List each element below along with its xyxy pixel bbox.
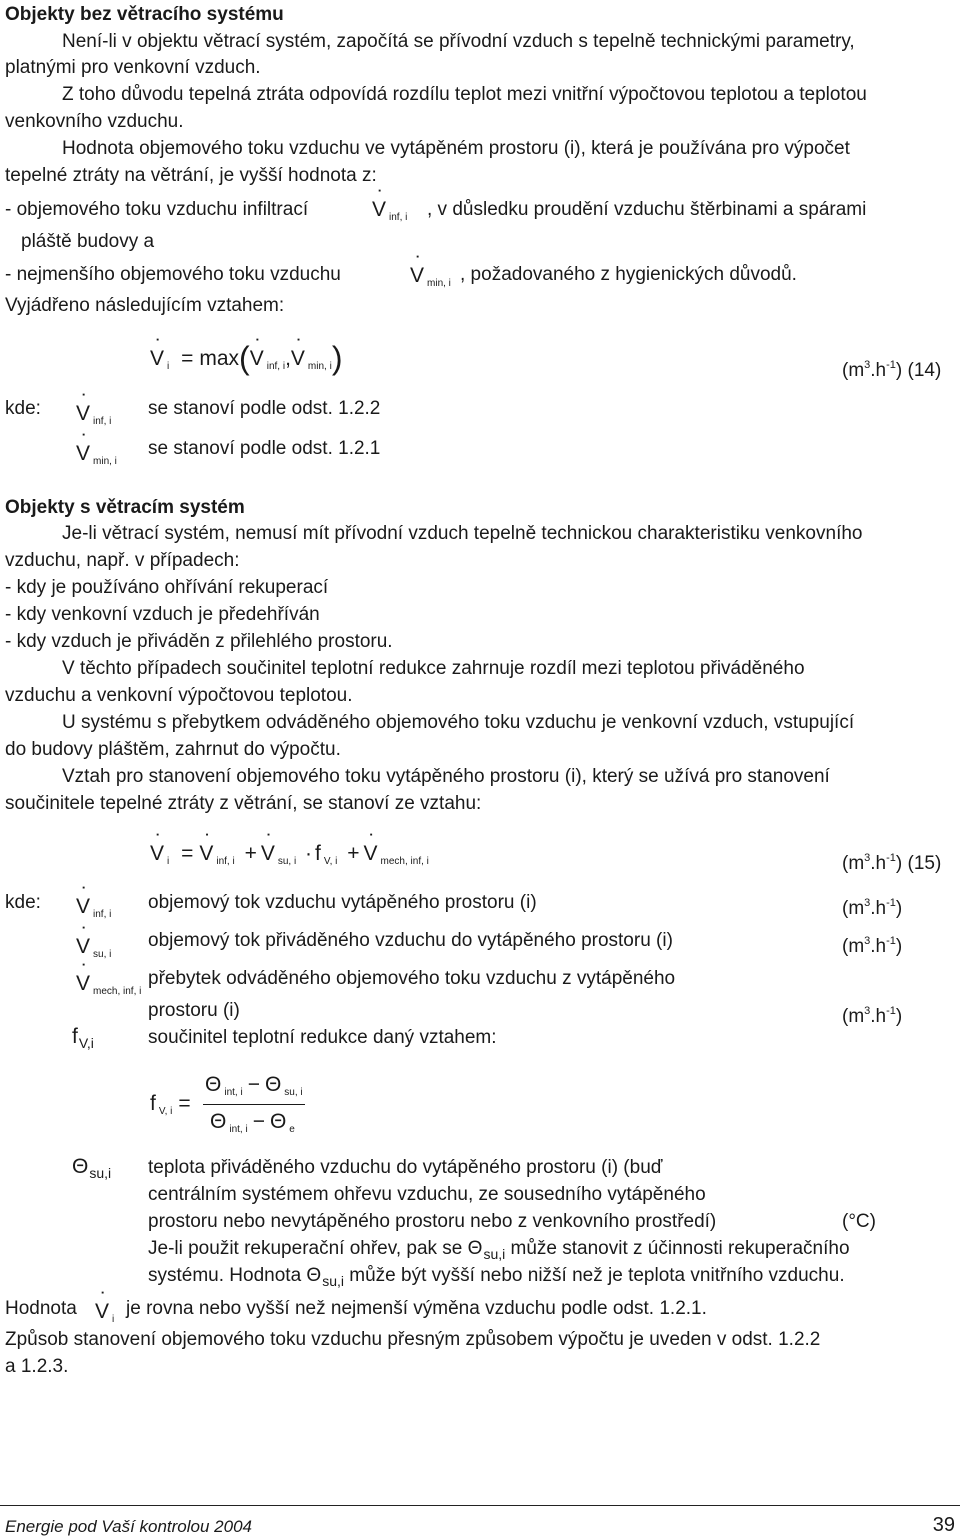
definition-text: systému. Hodnota $\Theta_{su,i}$ může být vyšší nebo nižší než je teplota vnitřního vzduchu.	[148, 1265, 845, 1289]
definition-text: prostoru (i)	[148, 1000, 240, 1021]
paragraph-line: a 1.2.3.	[5, 1356, 69, 1377]
definition-text: centrálním systémem ohřevu vzduchu, ze sousedního vytápěného	[148, 1184, 706, 1205]
equation-14: ˙ V $_i$ = max(˙ V $_{inf, i}$,˙ V $_{min, i}$)	[150, 340, 342, 377]
equation-number-15: $(m^3.h^{-1})$ (15)	[842, 852, 942, 874]
definition-text: se stanoví podle odst. 1.2.1	[148, 438, 381, 459]
fraction-bar	[203, 1104, 305, 1105]
definition-text: objemový tok přiváděného vzduchu do vytápěného prostoru (i)	[148, 930, 673, 951]
paragraph-line: platnými pro venkovní vzduch.	[5, 57, 261, 78]
definition-text: prostoru nebo nevytápěného prostoru nebo z venkovního prostředí)	[148, 1211, 717, 1232]
paragraph-line: Vyjádřeno následujícím vztahem:	[5, 295, 285, 316]
symbol-v-i: ˙ V $_i$	[95, 1300, 114, 1325]
symbol-v-inf: ˙ V $_{inf, i}$	[372, 198, 407, 223]
equation-number-14: $(m^3.h^{-1})$ (14)	[842, 359, 942, 381]
kde-label: kde:	[5, 398, 41, 419]
definition-text: teplota přiváděného vzduchu do vytápěného prostoru (i) (buď	[148, 1157, 663, 1178]
paragraph-line: tepelné ztráty na větrání, je vyšší hodnota z:	[5, 165, 377, 186]
paragraph-line: Vztah pro stanovení objemového toku vytápěného prostoru (i), který se užívá pro stanovení	[62, 766, 830, 787]
symbol-v-inf: ˙ V $_{inf, i}$	[76, 895, 111, 920]
fraction-lhs: f $_{V, i}$ =	[150, 1092, 191, 1117]
list-item: - kdy je používáno ohřívání rekuperací	[5, 577, 329, 598]
definition-text: se stanoví podle odst. 1.2.2	[148, 398, 381, 419]
symbol-v-min: ˙ V $_{min, i}$	[76, 442, 117, 467]
paragraph-line: součinitele tepelné ztráty z větrání, se stanoví ze vztahu:	[5, 793, 482, 814]
definition-text: přebytek odváděného objemového toku vzduchu z vytápěného	[148, 968, 676, 989]
section-title-with-ventilation: Objekty s větracím systém	[5, 497, 245, 518]
footer-divider	[0, 1505, 960, 1506]
section-title-no-ventilation: Objekty bez větracího systému	[5, 4, 284, 25]
bullet-line: , v důsledku proudění vzduchu štěrbinami a spárami	[427, 199, 867, 220]
paragraph-line: Je-li větrací systém, nemusí mít přívodní vzduch tepelně technickou charakteristiku venkovního	[62, 523, 863, 544]
symbol-v-su: ˙ V $_{su, i}$	[76, 935, 111, 960]
paragraph-line: Hodnota objemového toku vzduchu ve vytápěném prostoru (i), která je používána pro výpočet	[62, 138, 850, 159]
paragraph-line: Hodnota	[5, 1298, 77, 1319]
definition-text: součinitel teplotní redukce daný vztahem:	[148, 1027, 497, 1048]
unit-label: $(m^3.h^{-1})$	[842, 897, 903, 919]
symbol-v-min: ˙ V $_{min, i}$	[410, 264, 451, 289]
bullet-line: - objemového toku vzduchu infiltrací	[5, 199, 309, 220]
paragraph-line: Není-li v objektu větrací systém, započítá se přívodní vzduch s tepelně technickými parametry,	[62, 31, 855, 52]
paragraph-line: venkovního vzduchu.	[5, 111, 184, 132]
footer-title: Energie pod Vaší kontrolou 2004	[5, 1517, 252, 1536]
bullet-line: , požadovaného z hygienických důvodů.	[460, 264, 797, 285]
symbol-f-v: $f_{V,i}$	[72, 1025, 94, 1051]
definition-text: Je-li použit rekuperační ohřev, pak se $\Theta_{su,i}$ může stanovit z účinnosti rekuperačního	[148, 1238, 850, 1262]
paragraph-line: do budovy pláštěm, zahrnut do výpočtu.	[5, 739, 341, 760]
unit-label: (°C)	[842, 1211, 876, 1232]
paragraph-line: V těchto případech součinitel teplotní redukce zahrnuje rozdíl mezi teplotou přiváděného	[62, 658, 805, 679]
unit-label: $(m^3.h^{-1})$	[842, 935, 903, 957]
paragraph-line: Z toho důvodu tepelná ztráta odpovídá rozdílu teplot mezi vnitřní výpočtovou teplotou a teplotou	[62, 84, 867, 105]
paragraph-line: vzduchu a venkovní výpočtovou teplotou.	[5, 685, 353, 706]
symbol-v-inf: ˙ V $_{inf, i}$	[76, 402, 111, 427]
definition-text: objemový tok vzduchu vytápěného prostoru (i)	[148, 892, 537, 913]
bullet-line: - nejmenšího objemového toku vzduchu	[5, 264, 341, 285]
equation-15: ˙ V $_i$ =˙ V $_{inf, i}$ +˙ V $_{su, i}$ · f $_{V, i}$ +˙ V $_{mech, inf, i}$	[150, 842, 429, 867]
bullet-line: pláště budovy a	[21, 231, 155, 252]
paragraph-line: vzduchu, např. v případech:	[5, 550, 240, 571]
paragraph-line: je rovna nebo vyšší než nejmenší výměna vzduchu podle odst. 1.2.1.	[126, 1298, 707, 1319]
fraction-numerator: Θ $_{int, i}$ − Θ $_{su, i}$	[205, 1073, 303, 1098]
list-item: - kdy vzduch je přiváděn z přilehlého prostoru.	[5, 631, 393, 652]
fraction-denominator: Θ $_{int, i}$ − Θ $_e$	[210, 1110, 295, 1135]
paragraph-line: U systému s přebytkem odváděného objemového toku vzduchu je venkovní vzduch, vstupující	[62, 712, 855, 733]
paragraph-line: Způsob stanovení objemového toku vzduchu přesným způsobem výpočtu je uveden v odst. 1.2.2	[5, 1329, 821, 1350]
kde-label: kde:	[5, 892, 41, 913]
unit-label: $(m^3.h^{-1})$	[842, 1005, 903, 1027]
page-number: 39	[932, 1514, 955, 1536]
list-item: - kdy venkovní vzduch je předehříván	[5, 604, 320, 625]
symbol-v-mech: ˙ V $_{mech, inf, i}$	[76, 972, 141, 997]
symbol-theta-su: $\Theta_{su,i}$	[72, 1155, 112, 1181]
